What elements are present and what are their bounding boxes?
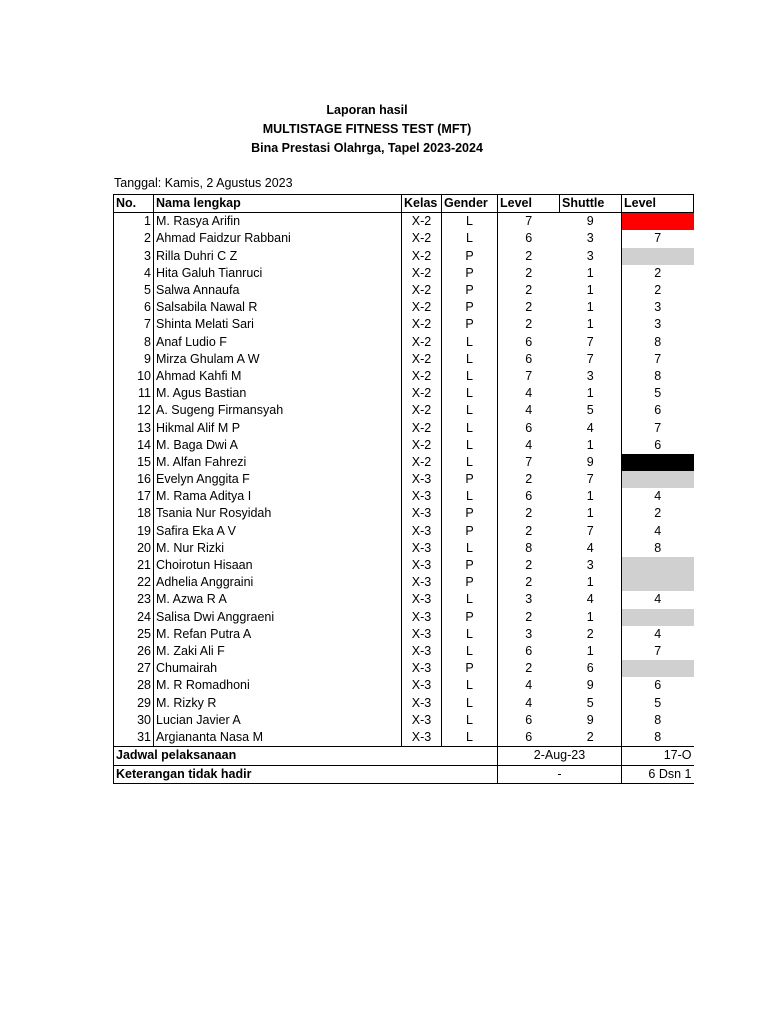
cell-kelas: X-3 <box>402 471 442 488</box>
col-header-level: Level <box>498 195 560 213</box>
cell-shuttle: 4 <box>560 540 622 557</box>
cell-shuttle: 1 <box>560 643 622 660</box>
table-row <box>114 694 694 711</box>
cell-name: M. Agus Bastian <box>154 385 402 402</box>
cell-level-2: 3 <box>622 316 694 333</box>
cell-level: 3 <box>525 626 533 641</box>
cell-level: 4 <box>525 695 533 710</box>
cell-name: Adhelia Anggraini <box>154 574 402 591</box>
cell-kelas: X-3 <box>402 694 442 711</box>
cell-level-2: 6 <box>622 677 694 694</box>
cell-level: 4 <box>525 403 533 418</box>
cell-shuttle: 4 <box>560 591 622 608</box>
cell-level-2 <box>622 248 694 265</box>
cell-gender: L <box>442 437 498 454</box>
cell-no: 5 <box>114 282 154 299</box>
col-header-kelas: Kelas <box>402 195 442 213</box>
cell-level-2: 3 <box>622 299 694 316</box>
cell-no: 9 <box>114 351 154 368</box>
cell-gender: L <box>442 677 498 694</box>
cell-shuttle: 9 <box>560 213 622 231</box>
table-row <box>114 591 694 608</box>
cell-name: Salwa Annaufa <box>154 282 402 299</box>
cell-no: 31 <box>114 729 154 747</box>
cell-gender: P <box>442 557 498 574</box>
cell-shuttle: 6 <box>560 660 622 677</box>
cell-kelas: X-2 <box>402 316 442 333</box>
col-header-gender: Gender <box>442 195 498 213</box>
cell-no: 1 <box>114 213 154 231</box>
cell-no: 26 <box>114 643 154 660</box>
cell-name: M. Rama Aditya I <box>154 488 402 505</box>
cell-level: 6 <box>525 712 533 727</box>
cell-level: 4 <box>525 386 533 401</box>
report-header <box>113 101 621 158</box>
cell-kelas: X-2 <box>402 454 442 471</box>
cell-gender: L <box>442 351 498 368</box>
cell-name: Ahmad Faidzur Rabbani <box>154 230 402 247</box>
cell-no: 11 <box>114 385 154 402</box>
cell-shuttle: 2 <box>560 626 622 643</box>
cell-name: A. Sugeng Firmansyah <box>154 402 402 419</box>
cell-gender: P <box>442 248 498 265</box>
table-row <box>114 626 694 643</box>
schedule-label: Jadwal pelaksanaan <box>114 747 498 766</box>
cell-no: 15 <box>114 454 154 471</box>
cell-kelas: X-2 <box>402 419 442 436</box>
cell-level-2: 4 <box>622 488 694 505</box>
cell-level-2: 7 <box>622 419 694 436</box>
cell-no: 24 <box>114 609 154 626</box>
cell-shuttle: 3 <box>560 248 622 265</box>
cell-kelas: X-2 <box>402 334 442 351</box>
cell-shuttle: 9 <box>560 677 622 694</box>
cell-no: 8 <box>114 334 154 351</box>
report-title-line2: MULTISTAGE FITNESS TEST (MFT) <box>262 122 472 136</box>
cell-level: 6 <box>525 489 533 504</box>
table-row <box>114 660 694 677</box>
cell-name: M. Alfan Fahrezi <box>154 454 402 471</box>
report-date: Tanggal: Kamis, 2 Agustus 2023 <box>114 176 293 190</box>
absent-row <box>114 765 694 784</box>
cell-shuttle: 1 <box>560 282 622 299</box>
cell-gender: P <box>442 523 498 540</box>
cell-level: 2 <box>525 283 533 298</box>
schedule-value-2: 17-O <box>622 747 694 766</box>
cell-level-2: 7 <box>622 351 694 368</box>
cell-no: 3 <box>114 248 154 265</box>
cell-gender: L <box>442 712 498 729</box>
cell-level: 7 <box>525 454 533 469</box>
cell-shuttle: 5 <box>560 402 622 419</box>
report-title-line3: Bina Prestasi Olahrga, Tapel 2023-2024 <box>251 141 483 155</box>
table-row <box>114 505 694 522</box>
table-row <box>114 316 694 333</box>
cell-shuttle: 7 <box>560 334 622 351</box>
cell-gender: P <box>442 316 498 333</box>
cell-level-2: 8 <box>622 368 694 385</box>
cell-shuttle: 1 <box>560 505 622 522</box>
cell-level: 2 <box>525 661 533 676</box>
cell-level: 2 <box>525 523 533 538</box>
table-row <box>114 230 694 247</box>
table-row <box>114 213 694 231</box>
cell-kelas: X-3 <box>402 712 442 729</box>
table-row <box>114 265 694 282</box>
cell-level-2 <box>622 471 694 488</box>
cell-level: 6 <box>525 231 533 246</box>
cell-no: 27 <box>114 660 154 677</box>
cell-kelas: X-2 <box>402 265 442 282</box>
cell-gender: L <box>442 402 498 419</box>
cell-no: 14 <box>114 437 154 454</box>
cell-kelas: X-2 <box>402 282 442 299</box>
cell-gender: L <box>442 454 498 471</box>
absent-label: Keterangan tidak hadir <box>114 765 498 784</box>
cell-gender: P <box>442 505 498 522</box>
table-row <box>114 351 694 368</box>
table-row <box>114 419 694 436</box>
cell-level-2 <box>622 574 694 591</box>
cell-level-2: 8 <box>622 712 694 729</box>
cell-level: 2 <box>525 558 533 573</box>
cell-level-2: 2 <box>622 265 694 282</box>
table-body <box>114 213 694 747</box>
cell-no: 13 <box>114 419 154 436</box>
cell-kelas: X-3 <box>402 626 442 643</box>
cell-name: M. Rizky R <box>154 694 402 711</box>
cell-shuttle: 1 <box>560 299 622 316</box>
table-row <box>114 299 694 316</box>
cell-name: Salsabila Nawal R <box>154 299 402 316</box>
table-row <box>114 729 694 747</box>
cell-gender: L <box>442 694 498 711</box>
cell-level: 6 <box>525 643 533 658</box>
cell-kelas: X-2 <box>402 213 442 231</box>
cell-gender: L <box>442 419 498 436</box>
cell-kelas: X-2 <box>402 368 442 385</box>
schedule-row <box>114 747 694 766</box>
results-table <box>113 194 694 784</box>
cell-level: 2 <box>525 248 533 263</box>
cell-shuttle: 9 <box>560 454 622 471</box>
cell-level: 4 <box>525 437 533 452</box>
cell-level-2: 4 <box>622 591 694 608</box>
cell-no: 18 <box>114 505 154 522</box>
cell-level: 6 <box>525 420 533 435</box>
cell-kelas: X-2 <box>402 437 442 454</box>
cell-no: 7 <box>114 316 154 333</box>
cell-gender: L <box>442 729 498 747</box>
cell-level: 8 <box>525 540 533 555</box>
table-row <box>114 471 694 488</box>
cell-no: 2 <box>114 230 154 247</box>
cell-level-2 <box>622 660 694 677</box>
cell-gender: L <box>442 334 498 351</box>
cell-name: Shinta Melati Sari <box>154 316 402 333</box>
cell-gender: P <box>442 265 498 282</box>
cell-name: Argiananta Nasa M <box>154 729 402 747</box>
cell-level: 2 <box>525 609 533 624</box>
cell-shuttle: 3 <box>560 230 622 247</box>
cell-shuttle: 1 <box>560 437 622 454</box>
cell-kelas: X-2 <box>402 385 442 402</box>
table-row <box>114 557 694 574</box>
cell-name: Mirza Ghulam A W <box>154 351 402 368</box>
report-title-line1: Laporan hasil <box>326 103 408 117</box>
cell-level: 4 <box>525 678 533 693</box>
cell-kelas: X-3 <box>402 557 442 574</box>
cell-kelas: X-2 <box>402 230 442 247</box>
cell-no: 10 <box>114 368 154 385</box>
cell-name: M. Rasya Arifin <box>154 213 402 231</box>
cell-gender: P <box>442 282 498 299</box>
cell-shuttle: 4 <box>560 419 622 436</box>
cell-no: 16 <box>114 471 154 488</box>
cell-gender: L <box>442 591 498 608</box>
cell-name: M. R Romadhoni <box>154 677 402 694</box>
cell-kelas: X-3 <box>402 488 442 505</box>
table-header-row <box>114 195 694 213</box>
cell-level-2: 4 <box>622 523 694 540</box>
cell-no: 19 <box>114 523 154 540</box>
cell-level: 2 <box>525 300 533 315</box>
cell-level: 3 <box>525 592 533 607</box>
table-row <box>114 368 694 385</box>
cell-gender: L <box>442 626 498 643</box>
cell-shuttle: 7 <box>560 351 622 368</box>
cell-level-2: 6 <box>622 402 694 419</box>
cell-level-2: 7 <box>622 230 694 247</box>
table-row <box>114 712 694 729</box>
cell-shuttle: 1 <box>560 488 622 505</box>
table-row <box>114 454 694 471</box>
cell-no: 20 <box>114 540 154 557</box>
table-row <box>114 334 694 351</box>
cell-no: 30 <box>114 712 154 729</box>
cell-kelas: X-3 <box>402 677 442 694</box>
cell-level: 7 <box>525 214 533 229</box>
cell-kelas: X-3 <box>402 591 442 608</box>
cell-no: 12 <box>114 402 154 419</box>
cell-name: Lucian Javier A <box>154 712 402 729</box>
cell-kelas: X-3 <box>402 609 442 626</box>
cell-level: 2 <box>525 472 533 487</box>
cell-shuttle: 9 <box>560 712 622 729</box>
cell-level-2: 4 <box>622 626 694 643</box>
cell-level-2 <box>622 609 694 626</box>
cell-level-2 <box>622 557 694 574</box>
cell-shuttle: 1 <box>560 574 622 591</box>
cell-name: Ahmad Kahfi M <box>154 368 402 385</box>
cell-name: Chumairah <box>154 660 402 677</box>
cell-gender: P <box>442 609 498 626</box>
cell-no: 22 <box>114 574 154 591</box>
absent-value-1: - <box>498 765 622 784</box>
cell-kelas: X-3 <box>402 505 442 522</box>
cell-no: 25 <box>114 626 154 643</box>
cell-kelas: X-3 <box>402 643 442 660</box>
table-row <box>114 248 694 265</box>
cell-gender: P <box>442 574 498 591</box>
cell-shuttle: 3 <box>560 557 622 574</box>
table-row <box>114 677 694 694</box>
cell-shuttle: 1 <box>560 385 622 402</box>
cell-shuttle: 1 <box>560 265 622 282</box>
cell-gender: L <box>442 540 498 557</box>
cell-name: M. Baga Dwi A <box>154 437 402 454</box>
cell-gender: P <box>442 299 498 316</box>
cell-kelas: X-2 <box>402 351 442 368</box>
cell-level: 7 <box>525 368 533 383</box>
cell-gender: P <box>442 471 498 488</box>
cell-name: Anaf Ludio F <box>154 334 402 351</box>
cell-name: M. Azwa R A <box>154 591 402 608</box>
cell-level-2: 7 <box>622 643 694 660</box>
cell-level: 2 <box>525 506 533 521</box>
cell-gender: L <box>442 488 498 505</box>
cell-level: 6 <box>525 334 533 349</box>
cell-gender: L <box>442 368 498 385</box>
cell-level: 2 <box>525 265 533 280</box>
cell-level: 2 <box>525 317 533 332</box>
cell-level-2 <box>622 213 694 231</box>
table-row <box>114 437 694 454</box>
results-table-wrapper <box>113 194 692 814</box>
cell-no: 17 <box>114 488 154 505</box>
cell-no: 21 <box>114 557 154 574</box>
col-header-level-2: Level <box>622 195 694 213</box>
cell-kelas: X-3 <box>402 729 442 747</box>
cell-name: Evelyn Anggita F <box>154 471 402 488</box>
cell-gender: L <box>442 643 498 660</box>
table-row <box>114 282 694 299</box>
cell-level-2: 8 <box>622 540 694 557</box>
cell-kelas: X-2 <box>402 299 442 316</box>
cell-name: M. Nur Rizki <box>154 540 402 557</box>
cell-level-2: 6 <box>622 437 694 454</box>
cell-name: Salisa Dwi Anggraeni <box>154 609 402 626</box>
cell-shuttle: 1 <box>560 609 622 626</box>
cell-name: Hikmal Alif M P <box>154 419 402 436</box>
cell-gender: P <box>442 660 498 677</box>
cell-name: M. Zaki Ali F <box>154 643 402 660</box>
cell-level-2: 8 <box>622 334 694 351</box>
cell-level-2: 8 <box>622 729 694 747</box>
cell-shuttle: 1 <box>560 316 622 333</box>
cell-name: M. Refan Putra A <box>154 626 402 643</box>
table-row <box>114 643 694 660</box>
cell-shuttle: 7 <box>560 471 622 488</box>
table-row <box>114 609 694 626</box>
cell-kelas: X-2 <box>402 402 442 419</box>
cell-level-2 <box>622 454 694 471</box>
cell-level: 6 <box>525 351 533 366</box>
cell-name: Rilla Duhri C Z <box>154 248 402 265</box>
cell-level: 6 <box>498 729 560 747</box>
cell-kelas: X-3 <box>402 540 442 557</box>
table-row <box>114 540 694 557</box>
cell-level-2: 2 <box>622 282 694 299</box>
cell-no: 29 <box>114 694 154 711</box>
table-row <box>114 574 694 591</box>
cell-level-2: 5 <box>622 694 694 711</box>
cell-no: 4 <box>114 265 154 282</box>
cell-gender: L <box>442 385 498 402</box>
cell-shuttle: 2 <box>560 729 622 747</box>
col-header-name: Nama lengkap <box>154 195 402 213</box>
table-row <box>114 402 694 419</box>
cell-no: 28 <box>114 677 154 694</box>
cell-kelas: X-2 <box>402 248 442 265</box>
cell-name: Hita Galuh Tianruci <box>154 265 402 282</box>
table-row <box>114 523 694 540</box>
cell-kelas: X-3 <box>402 574 442 591</box>
cell-name: Choirotun Hisaan <box>154 557 402 574</box>
cell-shuttle: 5 <box>560 694 622 711</box>
absent-value-2: 6 Dsn 1 <box>622 765 694 784</box>
col-header-no: No. <box>114 195 154 213</box>
cell-level-2: 5 <box>622 385 694 402</box>
cell-gender: L <box>442 213 498 231</box>
cell-no: 6 <box>114 299 154 316</box>
cell-kelas: X-3 <box>402 660 442 677</box>
cell-no: 23 <box>114 591 154 608</box>
cell-name: Safira Eka A V <box>154 523 402 540</box>
schedule-value-1: 2-Aug-23 <box>498 747 622 766</box>
cell-shuttle: 7 <box>560 523 622 540</box>
cell-kelas: X-3 <box>402 523 442 540</box>
cell-level-2: 2 <box>622 505 694 522</box>
cell-gender: L <box>442 230 498 247</box>
cell-level: 2 <box>525 575 533 590</box>
cell-shuttle: 3 <box>560 368 622 385</box>
table-row <box>114 488 694 505</box>
cell-name: Tsania Nur Rosyidah <box>154 505 402 522</box>
col-header-shuttle: Shuttle <box>560 195 622 213</box>
table-row <box>114 385 694 402</box>
